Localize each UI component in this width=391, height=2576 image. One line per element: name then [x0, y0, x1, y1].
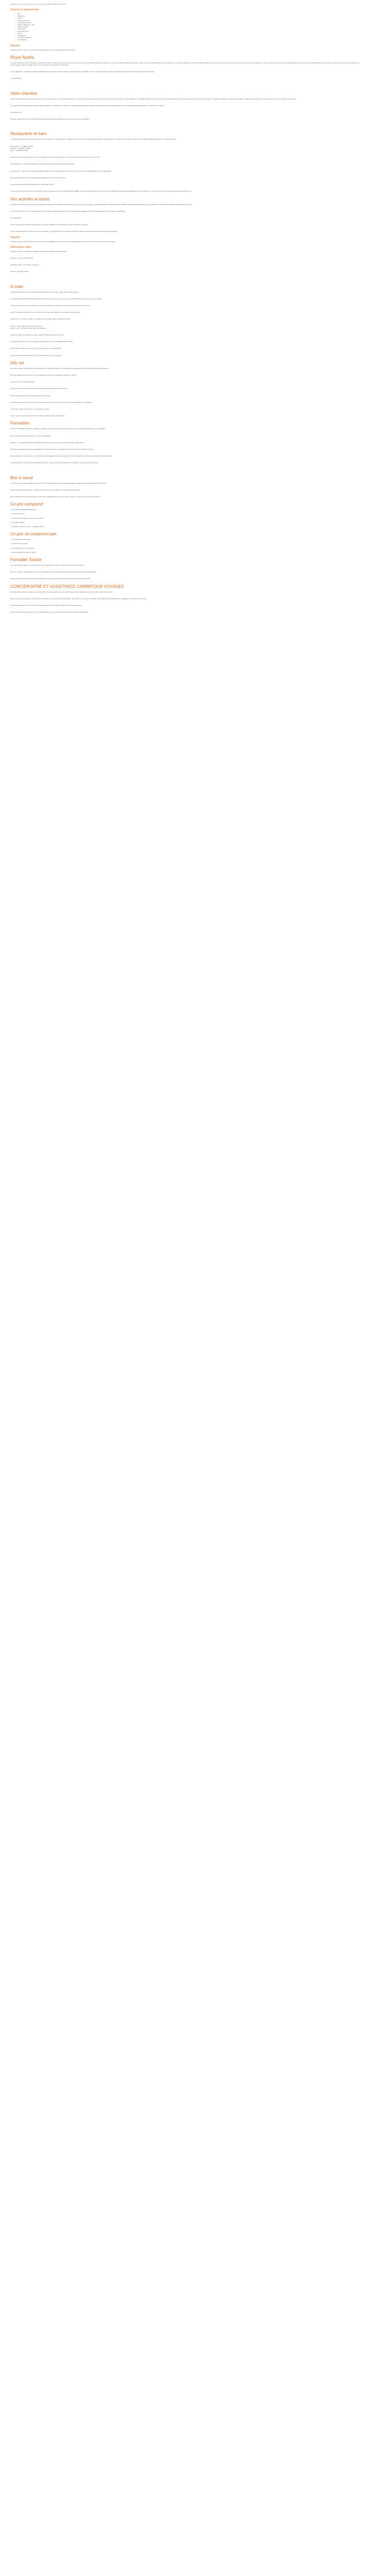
list-item: • Terrain de sport	[15, 30, 360, 32]
situation-title: Situation	[10, 235, 21, 239]
list-item: • Club enfant	[15, 28, 360, 30]
chambre-paragraph: Les chambres standard peuvent accueillir jusqu'à 3 adultes ou 2 adultes et 2 enfants. Les chambres familiales, plus grandes, disposent de deux pièces séparées et peuvent accueillir jusqu'à 4 adultes ou 2 adultes et 3 enfants.	[10, 104, 165, 107]
infos-paragraph: Langues parlées : le français et l'anglais sont couramment parlés par le personnel.	[10, 250, 67, 252]
formalites-tunisie-title: Formalité Tunisie	[10, 557, 42, 563]
hotel-paragraph: A votre disposition : restaurant principal, restaurants à la carte, bars, piscine extérieure, piscine intérieure chauffée en hiver, centre de thalasso et spa, terrains de sport et animations en journée comme en soirée.	[10, 71, 155, 73]
note-text: Tout supplément	[10, 77, 22, 80]
resto-paragraph: Une collation vous est servie l'après-midi. Le Royal Nozha vous propose la formule tout inclus.	[10, 163, 75, 165]
savoir-paragraph: Pendant la période de ramadan, certains services peuvent être modifiés et certaines activités réduites.	[10, 488, 80, 491]
savoir-paragraph: Pour profiter pleinement de votre séjour, nous vous conseillons d'emporter une crème solaire, un chapeau et des lunettes de soleil.	[10, 496, 100, 498]
list-item: • Piscine extérieure	[15, 20, 360, 22]
hotel-paragraph: Cet hôtel traditionnel de 322 chambres, répartis dans 2 blocs indépendants, offre à ses hôtes le charme d'un style architectural arabo-mauresque et d'une décoration traditionnelle soignée, à deux pas d'un jardin méticuleusement entretenu. Vous aurez le plaisir de profiter d'un accueil chaleureux et d'un personnel aux petits soins pour rendre votre séjour inoubliable. La piscine, le spa, les restaurants et l'emplacement font de cet hôtel un choix idéal pour des vacances en famille, entre amis ou en couple. Il est situé à quelques pas de la plage, dans une zone calme et verdoyante de Hammamet.	[10, 61, 360, 66]
formalites-paragraph: Pour les ressortissants français : passeport valide au moins 3 mois après la date de retour ou carte nationale d'identité en cours de validité.	[10, 428, 106, 430]
concierge-paragraph: Les conciergeries sont ouvertes 7j/7, et disponibles pour répondre à vos questions avant et pendant votre voyage.	[10, 611, 89, 614]
infovol-paragraph: Vous serez avertis des horaires de vol quelques jours avant votre départ. Les compagnies aériennes peuvent modifier les horaires sans préavis.	[10, 367, 109, 369]
note-text: Tout supplément	[10, 111, 22, 114]
resume-text: Un hôtel à taille humaine et un personnel aux petits soins pour un séjour reposant de bien-être.	[10, 48, 76, 51]
concierge-paragraph: En choisissant Carrefour Voyages, vous bénéficiez d'une conciergerie pour vous accompagner dans l'organisation de votre séjour, avant votre départ.	[10, 590, 113, 593]
activites-paragraph: Une équipe d'animation vous propose des activités sportives et des divertissements tout au long de la journée : aquagym, volley-ball, fléchettes, pétanque, tennis de table, ainsi que des spectacles et soirées animées. Un club enfant accueille vos petits de 4 à 12 ans.	[10, 203, 192, 206]
formalites-title: Formalités	[10, 421, 30, 426]
list-item: • Tennis	[15, 32, 360, 35]
anoter-paragraph: Les horaires des vols sont communiqués à titre indicatif et sont susceptibles d'être modifiés.	[10, 341, 73, 343]
list-item: • Accueil francophone	[15, 37, 360, 39]
chambre-paragraph: Chambre double vue mer et chambre individuelle disponibles avec supplément (sur demande et selon disponibilité).	[10, 118, 90, 121]
anoter-paragraph: Un transfert aller/retour est inclus depuis l'aéroport jusqu'à votre hôtel. Il s'agit d'un transfert collectif.	[10, 291, 79, 293]
list-item: • Salle de fitness	[15, 26, 360, 28]
anoter-paragraph: Selon le règlement de l'hôtel, le port du bracelet tout inclus est obligatoire pour profiter des prestations.	[10, 311, 81, 314]
concierge-paragraph: Notre équipe de conciergerie se tient à votre disposition pour toute demande particulière : réservation de restaurant, d'activités, de transferts supplémentaires ou organisation d'un évènement spécial.	[10, 597, 146, 600]
infos-paragraph: Décalage horaire : 0h en hiver, -1h en été	[10, 264, 39, 266]
formalites-tunisie-paragraph: Les ressortissants français doivent être munis d'un passeport en cours de validité pour entrer sur le territoire.	[10, 564, 85, 567]
savoir-paragraph: La Tunisie est un pays de tradition musulmane et il convient de respecter les coutumes locales, notamment lors de la visite de lieux de culte.	[10, 482, 107, 484]
list-item: - La taxe de séjour à régler sur place	[10, 551, 36, 553]
anoter-paragraph: Les prestations proposées peuvent varier selon la saison et la disponibilité.	[10, 347, 62, 350]
situation-paragraph: L'hôtel est situé à environ 75 km de l'aéroport de Tunis-Carthage, à environ 60 km de l'aéroport d'Enfidha et à environ 3 km du centre-ville de Hammamet.	[10, 240, 116, 243]
resto-title: Restaurants et bars	[10, 131, 46, 137]
resto-paragraph: Un restaurant principal vous accueille sous forme de buffet pour le petit-déjeuner, le déjeuner et le dîner, avec des spécialités locales et internationales. Un restaurant à la carte vous propose des plats méditerranéens dans un cadre chaleureux.	[10, 138, 177, 141]
note-text: Tout supplément	[10, 216, 22, 219]
infovol-paragraph: Pour des départs depuis la France, vous voyagerez à bord d'une compagnie régulière ou charter.	[10, 374, 77, 376]
list-item: - Le vol Aller / Retour	[10, 521, 25, 523]
activites-title: Vos activités et loisirs	[10, 196, 50, 201]
anoter-paragraph: Hôtel 3* : 1 dîner offert par nuit et par personne Hôtel 4* et 5* : 1 dîner offert par nuit et par personne	[10, 325, 46, 329]
infovol-paragraph: Les horaires retour peuvent être communiqués sur place.	[10, 408, 50, 410]
anoter-paragraph: Le nombre d'étoiles attribué à chaque hôtel correspond aux normes du pays concerné. La classification peut varier d'un pays à l'autre.	[10, 297, 102, 300]
formalites-paragraph: Pour les ressortissants d'une autre nationalité, il est nécessaire de se renseigner auprès du consulat de Tunisie en France.	[10, 448, 94, 450]
list-item: - Les dépenses personnelles	[10, 538, 30, 541]
resto-paragraph: Vous aurez aussi l'opportunité de profiter du Café Maure Nozha.	[10, 183, 55, 186]
formalites-paragraph: Attention : nous déclinons toute responsabilité en cas de non possession des documents de voyage valides.	[10, 441, 85, 444]
hotel-title: Royal Nozha	[10, 55, 34, 60]
activites-paragraph: A noter que certaines activités sont payantes et que les installations et les activités peuvent varier selon la saison.	[10, 224, 88, 226]
infos-title: Informations utiles	[10, 245, 31, 249]
formalites-paragraph: Dans le cadre d'un voyage avec un enfant mineur accompagné d'un seul de ses parents, une autorisation de sortie du territoire peut être demandée.	[10, 455, 112, 457]
list-item: - Les transferts aéroport/hôtel/aéroport	[10, 509, 37, 511]
page	[0, 0, 370, 636]
anoter-paragraph: L'hôtel se réserve le droit de modifier les horaires d'ouverture des restaurants, des bars et des activités sans préavis.	[10, 304, 91, 307]
anoter-paragraph: A partir de 11 ou 12 ans, l'enfant est considéré comme adulte dans la plupart des hôtels.	[10, 318, 71, 320]
resto-paragraph: A noter que la formule tout inclus comprend les boissons locales servies aux bars de 10h00 à 23h00. Les boissons importées et les boissons en bouteille ainsi que certaines prestations sont en supplément. Le port d'une tenue correcte est exigé au restaurant le soir.	[10, 190, 192, 193]
list-item: • Restaurant	[15, 15, 360, 17]
services-title: Services et équipements	[10, 8, 39, 11]
resto-paragraph: Des bars sont à votre disposition pour vous rafraîchir tout au long de la journée : le bar de la piscine, le bar lounge et le bar du hall.	[10, 156, 100, 159]
infovol-paragraph: Le type de vol est connu à l'avance.	[10, 381, 35, 383]
breadcrumb: Description Ce prix comprend / Ce prix ne comprend pas Formalités Conciergerie	[10, 3, 67, 5]
resto-paragraph: Dans un esprit familial, le restaurant organise régulièrement des soirées à thème.	[10, 176, 67, 179]
chambre-paragraph: Après plusieurs heures de soleil à la plage ou au bord de la piscine, une journée d'exploration ou une soirée en ville, la chambre vous permet de vous reposer dans un cadre agréable et confortable. Spacieuses et lumineuses, les chambres disposent de tout le nécessaire pour un séjour réussi : climatisation, téléphone, télévision par satellite, minibar, salle de bain avec sèche-cheveux, coffre-fort et balcon ou terrasse.	[10, 97, 297, 100]
list-item: • Wifi	[15, 13, 360, 15]
infos-paragraph: Monnaie : le dinar tunisien (TND)	[10, 257, 34, 259]
chambre-title: Votre chambre	[10, 91, 38, 96]
list-item: • Conciergerie	[15, 39, 360, 41]
list-item: - Les assurances voyage	[10, 543, 28, 545]
activites-paragraph: Un centre de remise en forme avec hammam, sauna, jacuzzi et salle de fitness est à votre disposition. Massages, soins et balnéothérapie sont proposés en supplément.	[10, 210, 126, 212]
activites-paragraph: Plus de renseignements sur place auprès de la réception. La plage privée est équipée de transats et parasols gratuits, dans la limite des places disponibles.	[10, 230, 118, 233]
formalites-tunisie-paragraph: Pour les mineurs, une autorisation de sortie du territoire et la copie de la pièce d'identité du parent signataire sont demandées.	[10, 571, 97, 573]
services-list	[15, 13, 360, 41]
comprend-title: Ce prix comprend	[10, 502, 43, 507]
resto-hours: Petit déjeuner : de 06h30 à 9h30 Déjeuner : de 12h30 à 14h30 Dîner : de 19h00 à 21h30	[10, 145, 33, 152]
concierge-paragraph: Vos notes applicables vous ont été communiquées dans votre carnet de voyage lors de votre réservation.	[10, 604, 83, 607]
anoter-paragraph: La taxe de séjour est payable sur place, à régler directement auprès de l'hôtel.	[10, 333, 64, 336]
anoter-paragraph: La date de départ est calculée sur le nombre de nuitées et non de journées.	[10, 354, 62, 357]
list-item: - L'hébergement à l'hôtel en formule "tout inclus"	[10, 517, 44, 519]
list-item: • Piscine	[15, 17, 360, 19]
infovol-paragraph: Vous êtes tenu de vous présenter à l'aéroport 2 heures avant le départ de votre vol.	[10, 387, 68, 390]
infovol-paragraph: Les horaires proposés au moment de votre réservation sont donnés à titre indicatif et sont susceptibles de modifications.	[10, 401, 93, 403]
infovol-title: Info vol	[10, 360, 24, 365]
list-item: • Sauna - Hammam - Spa	[15, 24, 360, 26]
list-item: - Les taxes aéroport	[10, 513, 24, 515]
formalites-paragraph: Pour un séjour de plus de trois mois, un visa est obligatoire.	[10, 434, 52, 437]
concierge-title: CONCIERGERIE ET ASSISTANCE CARREFOUR VOYAGES	[10, 584, 124, 589]
infos-paragraph: Office du tourisme tunisien	[10, 270, 29, 273]
anoter-title: A noter	[10, 284, 24, 289]
necomprend-title: Ce prix ne comprend pas	[10, 532, 57, 537]
formalites-paragraph: Les informations ci-dessus sont susceptibles d'évoluer ; nous vous invitons à vérifier les formalités en vigueur avant votre départ.	[10, 462, 99, 464]
infovol-paragraph: A noter que vous devez respecter les formalités d'entrée du pays de destination.	[10, 415, 66, 417]
list-item: • Climatisation	[15, 35, 360, 37]
resume-title: Résumé	[10, 44, 20, 47]
resto-paragraph: Au programme : crêpes, mini-pizzas, sandwichs, pâtisseries, ainsi que des glaces pour les enfants ; boissons locales alcoolisées et non alcoolisées.	[10, 170, 112, 172]
savoir-title: Bon à savoir	[10, 475, 34, 480]
list-item: - Les prestations non mentionnées	[10, 547, 35, 549]
infovol-paragraph: Le prix de la taxe aéroport est inclus dans le prix du séjour.	[10, 394, 51, 397]
list-item: - 1 bagage de 23 kg en soute + 1 bagage cabine	[10, 526, 44, 528]
formalites-tunisie-paragraph: Nous vous invitons à vérifier les formalités d'entrée sur le site du ministère des affaires étrangères avant votre départ.	[10, 578, 91, 580]
list-item: • Centre de bien-être	[15, 22, 360, 24]
